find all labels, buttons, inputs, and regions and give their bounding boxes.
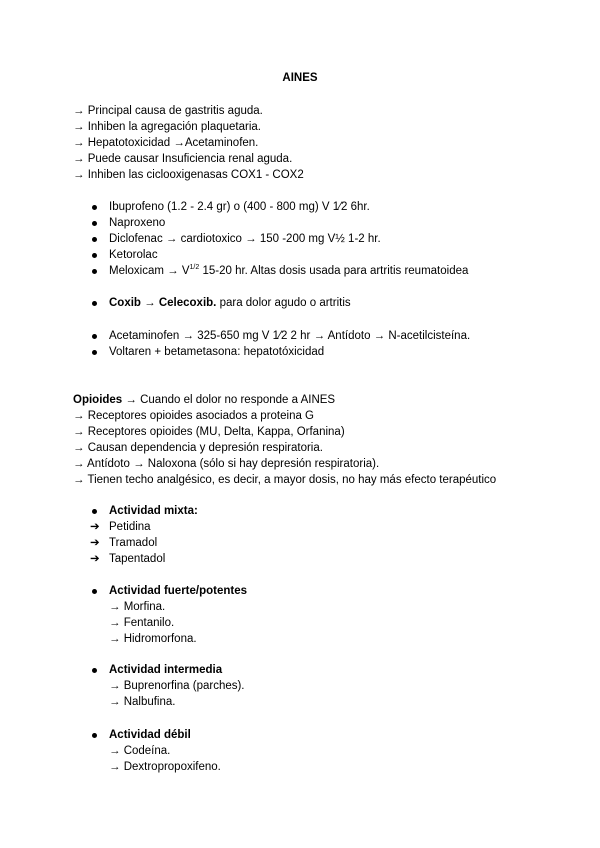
bullet-icon <box>92 350 97 355</box>
list-item: → Hidromorfona. <box>109 633 197 645</box>
list-item: → Nalbufina. <box>109 696 176 708</box>
section-heading: Actividad fuerte/potentes <box>73 583 583 599</box>
arrow-icon: ➔ <box>90 537 100 549</box>
arrow-icon: ➔ <box>90 521 100 533</box>
list-item: Ketorolac <box>73 247 583 263</box>
bullet-icon <box>92 589 97 594</box>
actividad-fuerte <box>73 583 583 647</box>
list-item: → Inhiben la agregación plaquetaria. <box>73 121 261 133</box>
list-item: ➔ Tramadol <box>90 537 158 549</box>
bullet-icon <box>92 221 97 226</box>
list-item: → Receptores opioides asociados a proteina G <box>73 410 315 422</box>
actividad-debil <box>73 727 583 775</box>
list-item: → Codeína. <box>109 745 171 757</box>
list-item: → Antídoto → Naloxona (sólo si hay depresión respiratoria). <box>73 458 380 470</box>
bullet-icon <box>92 733 97 738</box>
list-item: Diclofenac → cardiotoxico → 150 -200 mg V½ 1-2 hr. <box>73 231 583 247</box>
bullet-icon <box>92 334 97 339</box>
list-item: Acetaminofen → 325-650 mg V 1⁄2 2 hr → Antídoto → N-acetilcisteína. <box>73 328 583 344</box>
section-heading: Actividad débil <box>73 727 583 743</box>
list-item: Coxib → Celecoxib. para dolor agudo o artritis <box>73 295 583 311</box>
bullet-icon <box>92 253 97 258</box>
bullet-icon <box>92 301 97 306</box>
list-item: ➔ Petidina <box>90 521 151 533</box>
bullet-icon <box>92 509 97 514</box>
list-item: → Causan dependencia y depresión respiratoria. <box>73 442 323 454</box>
drug-list-2 <box>73 328 583 360</box>
list-item: → Dextropropoxifeno. <box>109 761 221 773</box>
coxib-list <box>73 295 583 311</box>
list-item: → Receptores opioides (MU, Delta, Kappa, Orfanina) <box>73 426 345 438</box>
bullet-icon <box>92 205 97 210</box>
list-item: → Fentanilo. <box>109 617 175 629</box>
aines-points <box>73 103 583 183</box>
list-item: Voltaren + betametasona: hepatotóxicidad <box>73 344 583 360</box>
list-item: Meloxicam → $V^{1/2}$ 15-20 hr. Altas dosis usada para artritis reumatoidea <box>73 263 583 279</box>
list-item: → Inhiben las ciclooxigenasas COX1 - COX2 <box>73 169 304 181</box>
bullet-icon <box>92 269 97 274</box>
list-item: ➔ Tapentadol <box>90 553 166 565</box>
bullet-icon <box>92 668 97 673</box>
list-item: → Morfina. <box>109 601 166 613</box>
bullet-icon <box>92 237 97 242</box>
arrow-icon: ➔ <box>90 553 100 565</box>
opioides-heading: Opioides → Cuando el dolor no responde a AINES <box>73 394 336 406</box>
list-item: → Hepatotoxicidad →Acetaminofen. <box>73 137 259 149</box>
actividad-intermedia <box>73 662 583 710</box>
opioides-section <box>73 392 583 488</box>
page-title: AINES <box>282 72 318 84</box>
list-item: Ibuprofeno (1.2 - 2.4 gr) o (400 - 800 mg) V 1⁄2 6hr. <box>73 199 583 215</box>
drug-list <box>73 199 583 279</box>
list-item: → Principal causa de gastritis aguda. <box>73 105 263 117</box>
section-heading: Actividad mixta: <box>73 503 583 519</box>
actividad-mixta <box>73 503 583 567</box>
list-item: → Puede causar Insuficiencia renal aguda. <box>73 153 293 165</box>
list-item: → Tienen techo analgésico, es decir, a mayor dosis, no hay más efecto terapéutico <box>73 474 497 486</box>
section-heading: Actividad intermedia <box>73 662 583 678</box>
list-item: → Buprenorfina (parches). <box>109 680 245 692</box>
list-item: Naproxeno <box>73 215 583 231</box>
